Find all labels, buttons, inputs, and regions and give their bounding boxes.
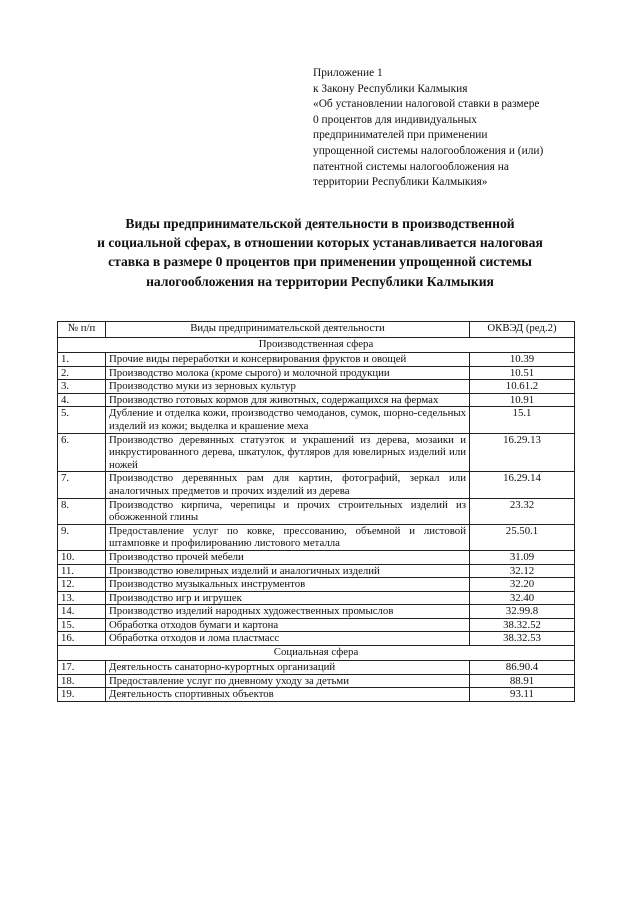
table-row: [58, 433, 575, 472]
table-row: [58, 366, 575, 380]
row-okved: 32.20: [470, 578, 575, 592]
row-number: 7.: [58, 472, 106, 498]
table-row: [58, 498, 575, 524]
row-okved: 38.32.52: [470, 618, 575, 632]
appendix-line: предпринимателей при применении: [313, 129, 488, 142]
row-activity: Производство деревянных рам для картин, фотографий, зеркал или аналогичных предметов и прочих изделий из дерева: [106, 472, 470, 498]
row-okved: 32.12: [470, 564, 575, 578]
row-number: 18.: [58, 674, 106, 688]
row-number: 11.: [58, 564, 106, 578]
row-okved: 25.50.1: [470, 524, 575, 550]
row-number: 19.: [58, 688, 106, 702]
row-number: 2.: [58, 366, 106, 380]
row-activity: Деятельность санаторно-курортных организаций: [106, 661, 470, 675]
row-activity: Прочие виды переработки и консервирования фруктов и овощей: [106, 353, 470, 367]
section-row-social: [58, 646, 575, 661]
row-number: 5.: [58, 407, 106, 433]
row-number: 1.: [58, 353, 106, 367]
row-number: 13.: [58, 591, 106, 605]
row-activity: Производство изделий народных художественных промыслов: [106, 605, 470, 619]
header-activity: Виды предпринимательской деятельности: [106, 322, 470, 338]
table-row: [58, 393, 575, 407]
table-header-row: [58, 322, 575, 338]
row-activity: Производство игр и игрушек: [106, 591, 470, 605]
row-okved: 23.32: [470, 498, 575, 524]
row-number: 6.: [58, 433, 106, 472]
table-row: [58, 674, 575, 688]
row-okved: 86.90.4: [470, 661, 575, 675]
row-number: 14.: [58, 605, 106, 619]
row-okved: 88.91: [470, 674, 575, 688]
row-number: 16.: [58, 632, 106, 646]
row-activity: Предоставление услуг по дневному уходу за детьми: [106, 674, 470, 688]
title-line: Виды предпринимательской деятельности в производственной: [125, 216, 515, 231]
appendix-line: территории Республики Калмыкия»: [313, 176, 488, 189]
row-okved: 32.40: [470, 591, 575, 605]
title-line: и социальной сферах, в отношении которых устанавливается налоговая: [97, 235, 543, 251]
row-okved: 93.11: [470, 688, 575, 702]
table-row: [58, 688, 575, 702]
row-activity: Производство музыкальных инструментов: [106, 578, 470, 592]
row-number: 15.: [58, 618, 106, 632]
row-okved: 10.61.2: [470, 380, 575, 394]
section-title-social: Социальная сфера: [58, 646, 575, 661]
appendix-line: 0 процентов для индивидуальных: [313, 113, 477, 126]
row-number: 4.: [58, 393, 106, 407]
table-row: [58, 632, 575, 646]
table-row: [58, 380, 575, 394]
row-activity: Производство кирпича, черепицы и прочих строительных изделий из обожженной глины: [106, 498, 470, 524]
appendix-note: [313, 66, 593, 191]
appendix-line: к Закону Республики Калмыкия: [313, 82, 468, 95]
row-okved: 10.51: [470, 366, 575, 380]
row-okved: 10.91: [470, 393, 575, 407]
row-number: 10.: [58, 550, 106, 564]
row-okved: 32.99.8: [470, 605, 575, 619]
table-row: [58, 618, 575, 632]
table-row: [58, 591, 575, 605]
table-row: [58, 578, 575, 592]
row-activity: Производство деревянных статуэток и украшений из дерева, мозаики и инкрустированного дерева, шкатулок, футляров для ювелирных изделий или ножей: [106, 433, 470, 472]
row-activity: Производство ювелирных изделий и аналогичных изделий: [106, 564, 470, 578]
appendix-line: патентной системы налогообложения на: [313, 160, 509, 173]
row-activity: Производство готовых кормов для животных, содержащихся на фермах: [106, 393, 470, 407]
table-row: [58, 564, 575, 578]
table-row: [58, 524, 575, 550]
table-row: [58, 472, 575, 498]
table-row: [58, 605, 575, 619]
row-okved: 10.39: [470, 353, 575, 367]
row-number: 9.: [58, 524, 106, 550]
row-activity: Обработка отходов и лома пластмасс: [106, 632, 470, 646]
table-row: [58, 407, 575, 433]
document-title: [40, 214, 600, 291]
appendix-line: «Об установлении налоговой ставки в размере: [313, 98, 540, 111]
activities-table: [57, 321, 575, 702]
row-activity: Предоставление услуг по ковке, прессованию, объемной и листовой штамповке и профилированию листового металла: [106, 524, 470, 550]
header-num: № п/п: [58, 322, 106, 338]
row-activity: Дубление и отделка кожи, производство чемоданов, сумок, шорно-седельных изделий из кожи; выделка и крашение меха: [106, 407, 470, 433]
row-activity: Производство муки из зерновых культур: [106, 380, 470, 394]
row-okved: 31.09: [470, 550, 575, 564]
table-row: [58, 661, 575, 675]
row-okved: 16.29.13: [470, 433, 575, 472]
row-number: 8.: [58, 498, 106, 524]
row-number: 3.: [58, 380, 106, 394]
row-activity: Деятельность спортивных объектов: [106, 688, 470, 702]
appendix-line: Приложение 1: [313, 67, 383, 79]
table-row: [58, 353, 575, 367]
appendix-line: упрощенной системы налогообложения и (или): [313, 144, 544, 157]
header-okved: ОКВЭД (ред.2): [470, 322, 575, 338]
section-row-production: [58, 338, 575, 353]
row-number: 17.: [58, 661, 106, 675]
title-line: налогообложения на территории Республики Калмыкия: [146, 273, 494, 289]
row-activity: Обработка отходов бумаги и картона: [106, 618, 470, 632]
title-line: ставка в размере 0 процентов при применении упрощенной системы: [108, 254, 532, 270]
table-row: [58, 550, 575, 564]
section-title-production: Производственная сфера: [58, 338, 575, 353]
row-okved: 15.1: [470, 407, 575, 433]
row-okved: 16.29.14: [470, 472, 575, 498]
row-number: 12.: [58, 578, 106, 592]
row-okved: 38.32.53: [470, 632, 575, 646]
row-activity: Производство молока (кроме сырого) и молочной продукции: [106, 366, 470, 380]
row-activity: Производство прочей мебели: [106, 550, 470, 564]
